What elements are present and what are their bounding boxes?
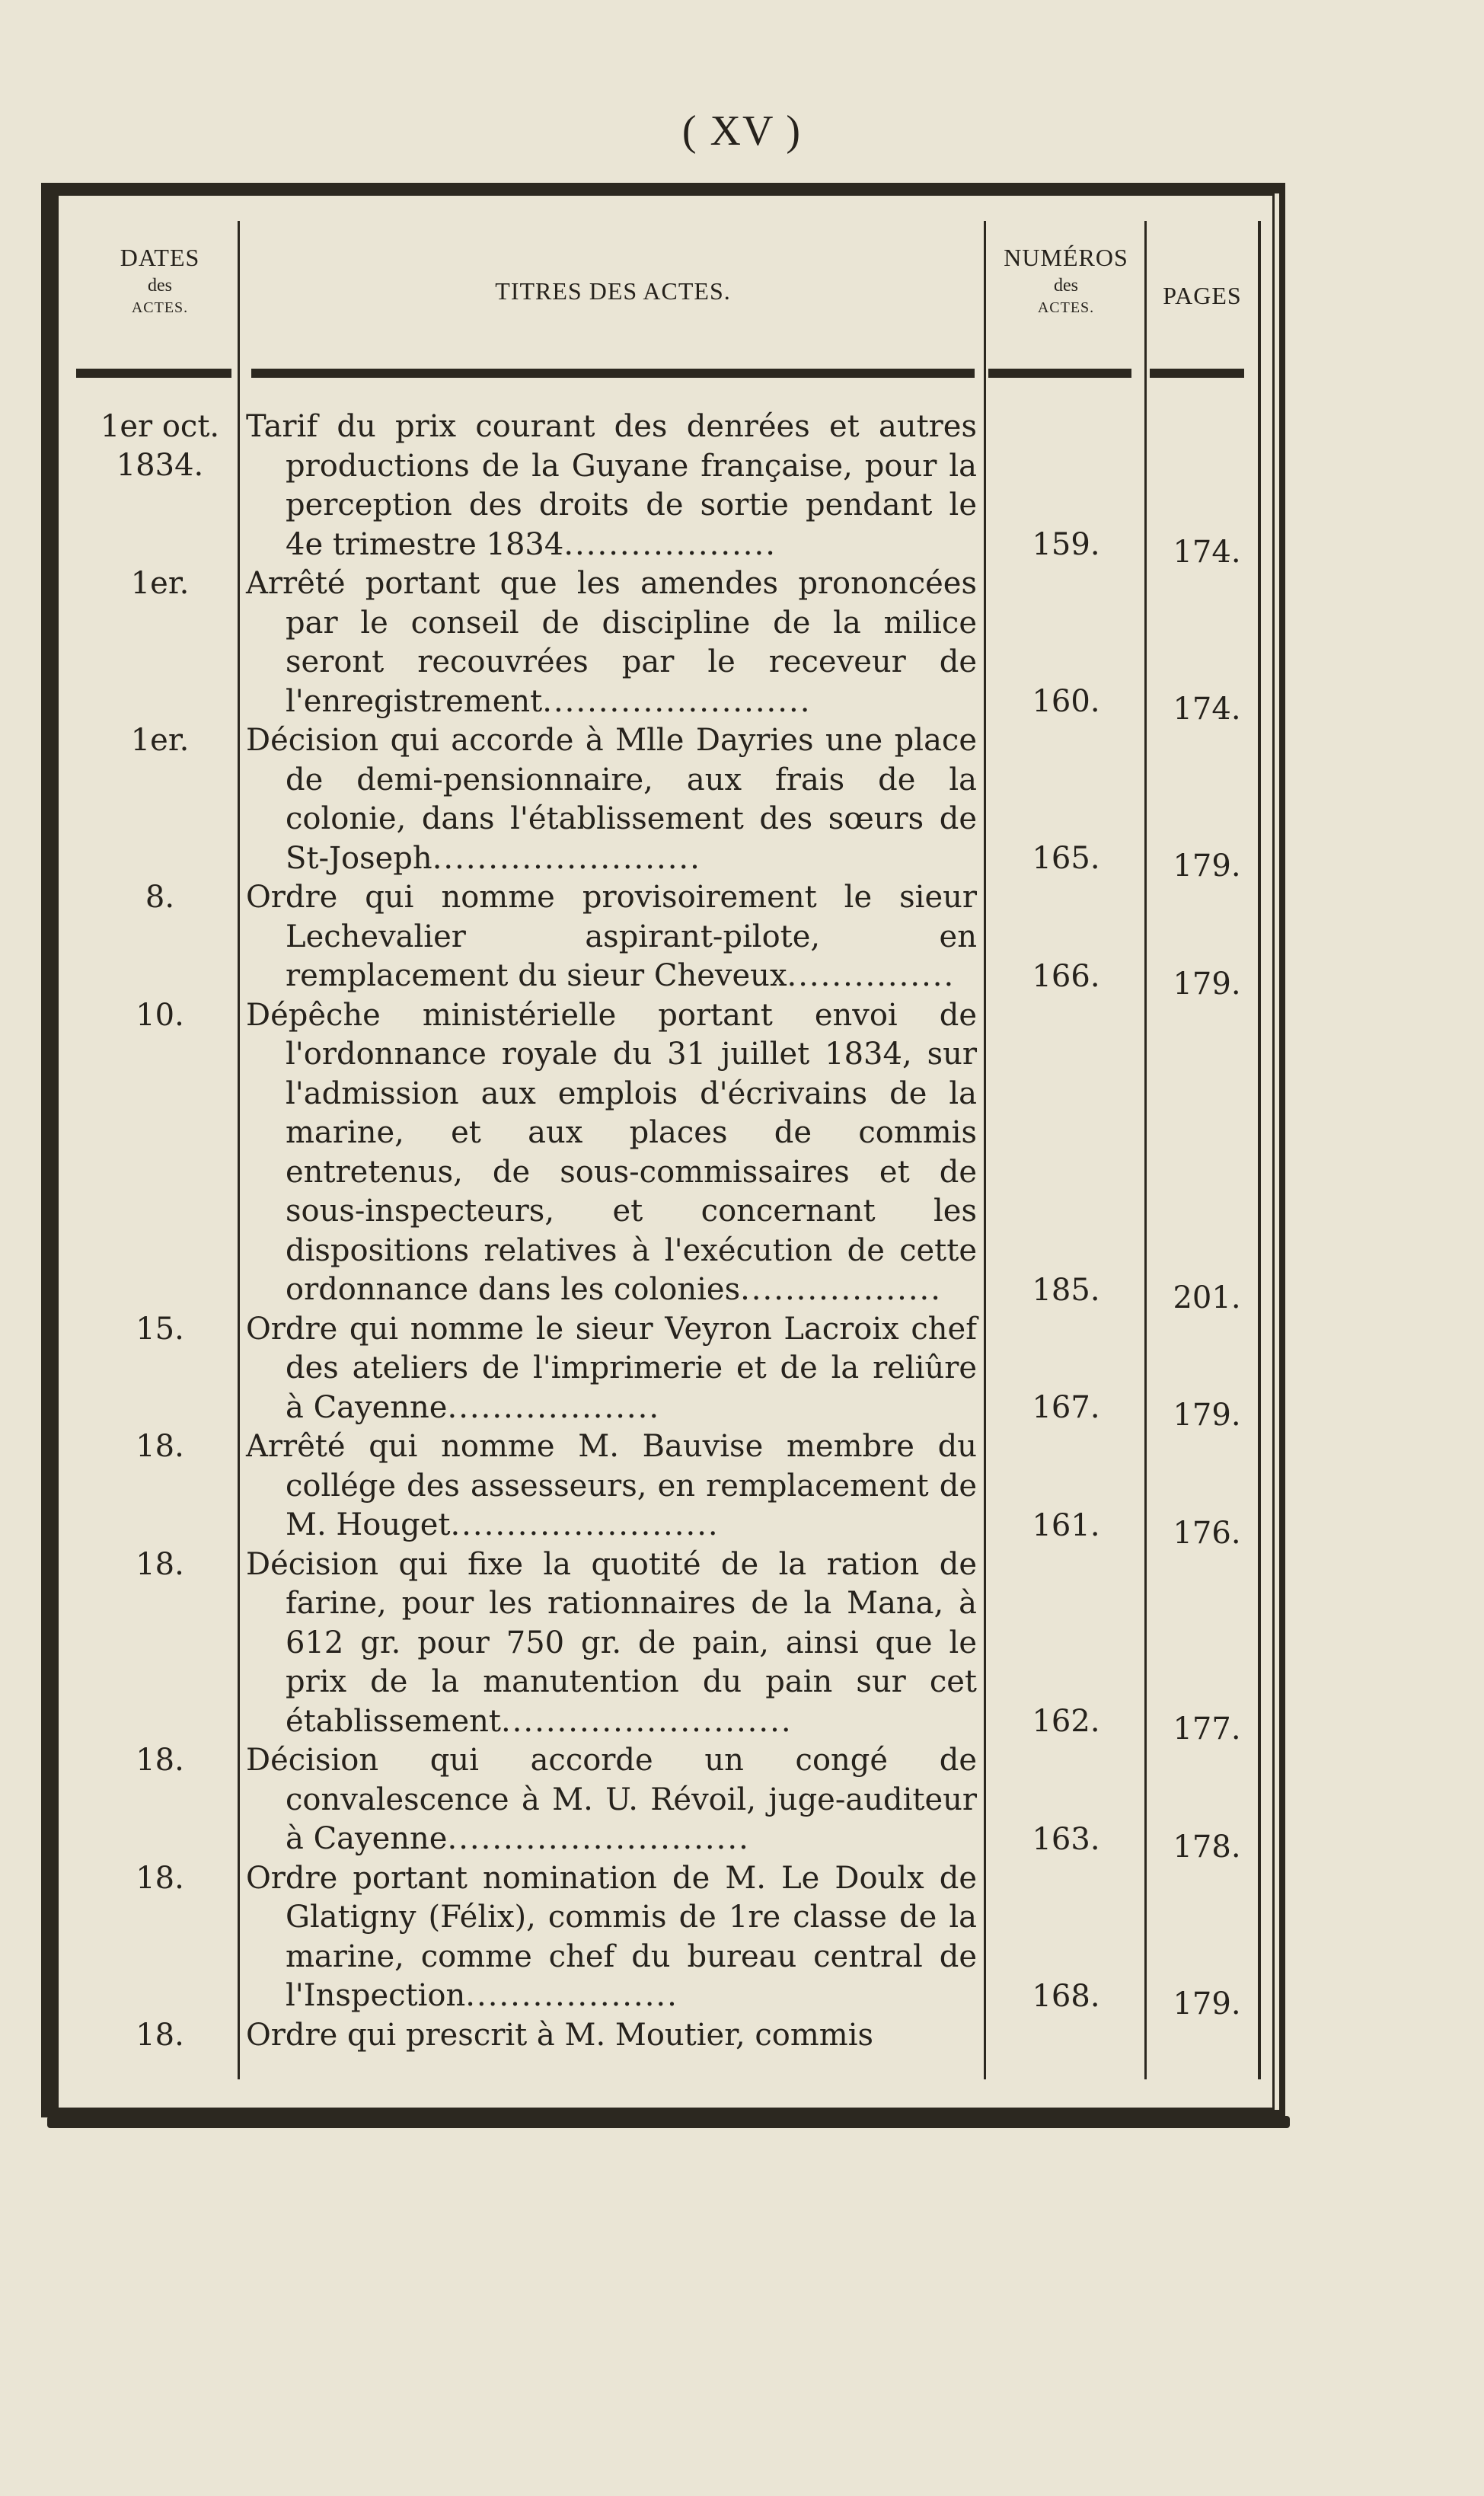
- header-pages-label: PAGES: [1163, 282, 1242, 309]
- act-title-text: Ordre qui nomme provisoirement le sieur Lechevalier aspirant-pilote, en remplacement du sieur Cheveux: [246, 880, 977, 993]
- act-page: 174.: [1173, 535, 1241, 570]
- act-title: [246, 1741, 977, 1859]
- act-title: [246, 2016, 977, 2056]
- header-rule-titres: [251, 369, 975, 378]
- act-title: [246, 878, 977, 996]
- act-number: 162.: [1032, 1704, 1100, 1739]
- table-row: [0, 1859, 1484, 2021]
- leader-dots: ........................: [432, 840, 701, 876]
- table-row: [0, 996, 1484, 1315]
- header-rule-pages: [1150, 369, 1244, 378]
- act-page: 179.: [1173, 849, 1241, 884]
- act-title: [246, 1427, 977, 1545]
- act-title-text: Décision qui fixe la quotité de la ration de farine, pour les rationnaires de la Mana, à 612 gr. pour 750 gr. de pain, ainsi que le prix de la manutention du pain sur cet établissement: [246, 1546, 977, 1739]
- act-date: 8.: [145, 880, 175, 915]
- act-number: 166.: [1032, 958, 1100, 994]
- act-page: 176.: [1173, 1515, 1241, 1551]
- act-page: 178.: [1173, 1829, 1241, 1865]
- table-row: [0, 1427, 1484, 1551]
- act-title: [246, 1859, 977, 2016]
- act-number: 160.: [1032, 684, 1100, 719]
- act-date: 1er.: [130, 566, 190, 601]
- act-number: 163.: [1032, 1821, 1100, 1857]
- header-dates-label: DATES: [120, 244, 200, 271]
- leader-dots: ..........................: [500, 1703, 793, 1739]
- act-title-text: Tarif du prix courant des denrées et autres productions de la Guyane française, pour la perception des droits de sortie pendant le 4e trimestre 1834: [246, 409, 977, 562]
- header-pages: [1146, 280, 1259, 312]
- act-title: [246, 996, 977, 1310]
- act-page: 174.: [1173, 692, 1241, 727]
- leader-dots: ...................: [447, 1389, 661, 1425]
- header-dates-des: des: [148, 275, 172, 296]
- act-date: 18.: [136, 1429, 184, 1464]
- act-title-text: Ordre portant nomination de M. Le Doulx de Glatigny (Félix), commis de 1re classe de la marine, comme chef du bureau central de l'Inspection: [246, 1860, 977, 2013]
- table-row: [0, 407, 1484, 570]
- table-row: [0, 721, 1484, 884]
- table-row: [0, 1741, 1484, 1865]
- header-numeros-actes: ACTES.: [1037, 299, 1095, 316]
- leader-dots: ........................: [450, 1507, 720, 1542]
- table-row: [0, 1545, 1484, 1747]
- act-date: 18.: [136, 1743, 184, 1778]
- act-date: [84, 407, 236, 485]
- act-date: 18.: [136, 1546, 184, 1582]
- header-dates-actes: ACTES.: [131, 299, 189, 316]
- leader-dots: ...............: [787, 958, 956, 993]
- act-title-text: Arrêté portant que les amendes prononcées par le conseil de discipline de la milice seront recouvrées par le receveur de l'enregistrement: [246, 566, 977, 719]
- leader-dots: ...................: [465, 1978, 678, 2013]
- header-dates: [84, 242, 236, 318]
- acts-list: [0, 407, 1484, 2055]
- act-number: 165.: [1032, 841, 1100, 876]
- header-rule-dates: [76, 369, 231, 378]
- header-numeros: [990, 242, 1142, 318]
- page-number: ( XV ): [681, 107, 803, 155]
- act-number: 167.: [1032, 1390, 1100, 1425]
- leader-dots: ...................: [563, 526, 777, 562]
- act-page: 179.: [1173, 966, 1241, 1002]
- leader-dots: ...........................: [447, 1821, 750, 1856]
- act-date: 1er.: [130, 723, 190, 758]
- act-number: 159.: [1032, 527, 1100, 562]
- header-titres: [244, 276, 982, 308]
- act-page: 177.: [1173, 1711, 1241, 1747]
- act-number: 161.: [1032, 1507, 1100, 1543]
- leader-dots: ..................: [740, 1272, 942, 1307]
- act-title-text: Dépêche ministérielle portant envoi de l'ordonnance royale du 31 juillet 1834, sur l'admission aux emplois d'écrivains de la marine, et aux places de commis entretenus, de sous-commissaires et de sous-inspecteurs, et concernant les dispositions relatives à l'exécution de cette ordonnance dans les colonies: [246, 997, 977, 1307]
- act-date: 10.: [136, 997, 184, 1033]
- act-number: 168.: [1032, 1978, 1100, 2014]
- act-title-text: Ordre qui prescrit à M. Moutier, commis: [246, 2017, 874, 2053]
- table-row: [0, 564, 1484, 727]
- bottom-rule: [47, 2116, 1290, 2128]
- act-title: [246, 407, 977, 564]
- header-numeros-des: des: [1054, 275, 1078, 296]
- table-row: [0, 1310, 1484, 1433]
- act-title: [246, 564, 977, 721]
- header-rule-numeros: [988, 369, 1131, 378]
- act-date: 15.: [136, 1311, 184, 1347]
- act-page: 179.: [1173, 1398, 1241, 1433]
- act-date-year: 1834.: [116, 448, 204, 483]
- act-page: 201.: [1173, 1280, 1241, 1315]
- act-title: [246, 1545, 977, 1742]
- act-date: 18.: [136, 2017, 184, 2053]
- header-titres-label: TITRES DES ACTES.: [495, 277, 731, 305]
- act-title-text: Décision qui accorde à Mlle Dayries une place de demi-pensionnaire, aux frais de la colonie, dans l'établissement des sœurs de St-Joseph: [246, 723, 977, 876]
- table-row: [0, 2016, 1484, 2056]
- header-numeros-label: NUMÉROS: [1004, 244, 1128, 271]
- act-date: 18.: [136, 1860, 184, 1896]
- act-date-day: 1er oct.: [100, 409, 220, 444]
- table-row: [0, 878, 1484, 1002]
- act-page: 179.: [1173, 1986, 1241, 2021]
- act-title: [246, 1310, 977, 1428]
- act-number: 185.: [1032, 1272, 1100, 1308]
- act-title-text: Arrêté qui nomme M. Bauvise membre du collége des assesseurs, en remplacement de M. Houget: [246, 1429, 977, 1542]
- act-title-text: Ordre qui nomme le sieur Veyron Lacroix chef des ateliers de l'imprimerie et de la reliûre à Cayenne: [246, 1311, 977, 1425]
- leader-dots: ........................: [542, 683, 812, 719]
- act-title: [246, 721, 977, 878]
- act-title-text: Décision qui accorde un congé de convalescence à M. U. Révoil, juge-auditeur à Cayenne: [246, 1743, 977, 1856]
